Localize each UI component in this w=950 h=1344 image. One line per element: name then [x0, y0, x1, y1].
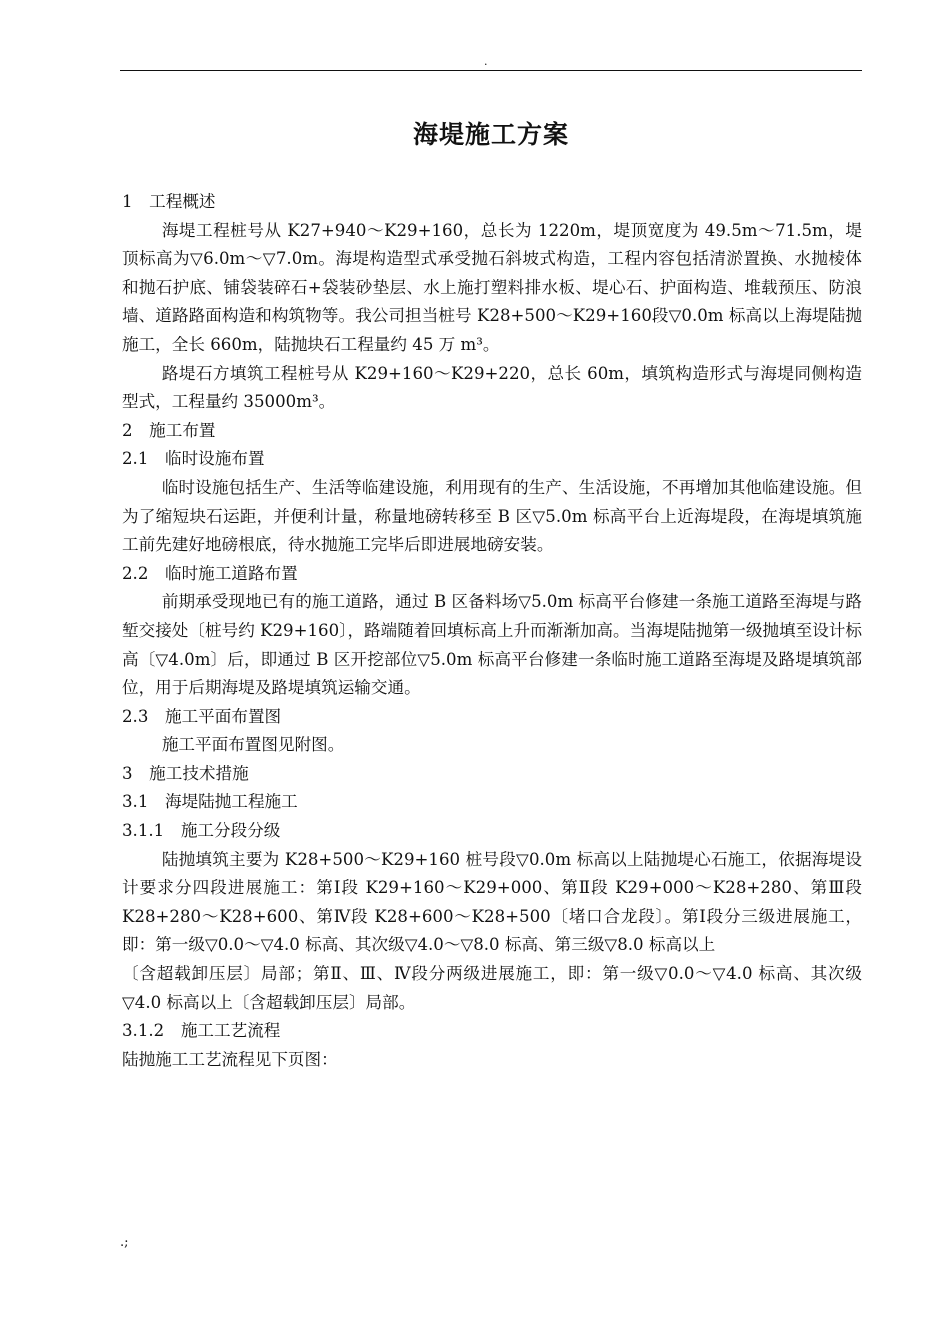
paragraph: 施工平面布置图见附图。 — [161, 735, 345, 755]
paragraph: 海堤工程桩号从 K27+940～K29+160，总长为 1220m，堤顶宽度为 49.5m～71.5m，堤顶标高为▽6.0m～▽7.0m。海堤构造型式承受抛石斜坡式构造，工程内容包括清淤置换、水抛棱体和抛石护底、铺袋装碎石+袋装砂垫层、水上施打塑料排水板、堤心石、护面构造、堆载预压、防浪墙、道路路面构造和构筑物等。我公司担当桩号 K28+500～K29+160段▽0.0m 标高以上海堤陆抛施工，全长 660m，陆抛块石工程量约 45 万 m³。 — [122, 220, 862, 354]
subsubsection-heading: 3.1.2 施工工艺流程 — [122, 1021, 281, 1041]
subsection-heading: 3.1 海堤陆抛工程施工 — [122, 792, 298, 812]
header-mark: . — [484, 55, 488, 68]
section-heading: 2 施工布置 — [122, 420, 216, 440]
paragraph: 陆抛填筑主要为 K28+500～K29+160 桩号段▽0.0m 标高以上陆抛堤心石施工，依据海堤设计要求分四段进展施工：第Ⅰ段 K29+160～K29+000、第Ⅱ段 K29+000～K28+280、第Ⅲ段 K28+280～K28+600、第Ⅳ段 K28+600～K28+500〔堵口合龙段〕。第Ⅰ段分三级进展施工，即：第一级▽0.0～▽4.0 标高、其次级▽4.0～▽8.0 标高、第三级▽8.0 标高以上 — [122, 849, 862, 955]
header-rule — [120, 70, 862, 71]
paragraph: 前期承受现地已有的施工道路，通过 B 区备料场▽5.0m 标高平台修建一条施工道路至海堤与路堑交接处〔桩号约 K29+160〕，路端随着回填标高上升而渐渐加高。当海堤陆抛第一级抛填至设计标高〔▽4.0m〕后，即通过 B 区开挖部位▽5.0m 标高平台修建一条临时施工道路至海堤及路堤填筑部位，用于后期海堤及路堤填筑运输交通。 — [122, 592, 862, 698]
document-body — [122, 188, 862, 1074]
paragraph-continuation: 〔含超载卸压层〕局部；第Ⅱ、Ⅲ、Ⅳ段分两级进展施工，即：第一级▽0.0～▽4.0 标高、其次级▽4.0 标高以上〔含超载卸压层〕局部。 — [122, 964, 862, 1012]
subsection-heading: 2.2 临时施工道路布置 — [122, 563, 298, 583]
subsubsection-heading: 3.1.1 施工分段分级 — [122, 821, 281, 841]
subsection-heading: 2.3 施工平面布置图 — [122, 706, 282, 726]
paragraph: 临时设施包括生产、生活等临建设施，利用现有的生产、生活设施，不再增加其他临建设施。但为了缩短块石运距，并便利计量，称量地磅转移至 B 区▽5.0m 标高平台上近海堤段，在海堤填筑施工前先建好地磅根底，待水抛施工完毕后即进展地磅安装。 — [122, 477, 862, 555]
footer-mark: .; — [120, 1235, 129, 1250]
paragraph: 路堤石方填筑工程桩号从 K29+160～K29+220，总长 60m，填筑构造形式与海堤同侧构造型式，工程量约 35000m³。 — [122, 363, 862, 412]
document-title: 海堤施工方案 — [412, 120, 569, 149]
section-heading: 1 工程概述 — [122, 192, 216, 211]
subsection-heading: 2.1 临时设施布置 — [122, 449, 265, 469]
paragraph: 陆抛施工工艺流程见下页图： — [122, 1049, 338, 1069]
section-heading: 3 施工技术措施 — [122, 763, 249, 783]
